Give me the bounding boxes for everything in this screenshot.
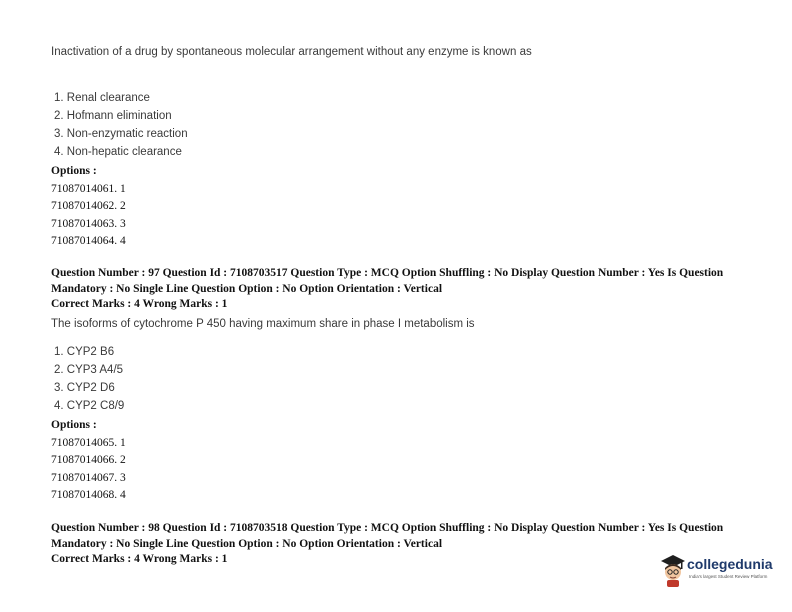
option-id: 71087014065. 1 bbox=[51, 436, 126, 449]
question-97-meta: Question Number : 97 Question Id : 7108703517 Question Type : MCQ Option Shuffling : No Display Question Number : Yes Is Question Mandatory : No Single Line Question Option : No Option Orientation : Vertical bbox=[51, 267, 724, 295]
question-97-text: The isoforms of cytochrome P 450 having maximum share in phase I metabolism is bbox=[51, 318, 475, 330]
question-98-marks: Correct Marks : 4 Wrong Marks : 1 bbox=[51, 553, 228, 565]
collegedunia-logo bbox=[659, 552, 773, 592]
logo-wordmark: collegedunia bbox=[687, 556, 773, 572]
question-96-option-ids bbox=[51, 163, 126, 251]
graduate-mascot-icon bbox=[659, 552, 687, 588]
options-label: Options : bbox=[51, 419, 97, 431]
option-item: 1. CYP2 B6 bbox=[54, 346, 115, 358]
option-id: 71087014064. 4 bbox=[51, 235, 126, 247]
option-item: 1. Renal clearance bbox=[54, 92, 150, 104]
question-96-options bbox=[54, 89, 188, 161]
option-id: 71087014066. 2 bbox=[51, 454, 126, 466]
question-97-marks: Correct Marks : 4 Wrong Marks : 1 bbox=[51, 298, 228, 310]
question-98-meta: Question Number : 98 Question Id : 7108703518 Question Type : MCQ Option Shuffling : No Display Question Number : Yes Is Question Mandatory : No Single Line Question Option : No Option Orientation : Vertical bbox=[51, 522, 724, 550]
option-id: 71087014061. 1 bbox=[51, 182, 126, 195]
option-id: 71087014068. 4 bbox=[51, 489, 126, 501]
option-id: 71087014062. 2 bbox=[51, 200, 126, 212]
option-item: 2. CYP3 A4/5 bbox=[54, 364, 124, 376]
option-item: 3. Non-enzymatic reaction bbox=[54, 128, 188, 140]
question-97-options bbox=[54, 343, 124, 415]
question-97-option-ids bbox=[51, 417, 126, 505]
option-item: 4. CYP2 C8/9 bbox=[54, 400, 125, 412]
option-item: 2. Hofmann elimination bbox=[54, 110, 172, 122]
logo-tagline: India's largest Student Review Platform bbox=[689, 574, 768, 579]
option-item: 4. Non-hepatic clearance bbox=[54, 146, 182, 158]
option-id: 71087014067. 3 bbox=[51, 471, 126, 484]
question-96-text: Inactivation of a drug by spontaneous molecular arrangement without any enzyme is known as bbox=[51, 46, 532, 58]
option-item: 3. CYP2 D6 bbox=[54, 382, 115, 394]
options-label: Options : bbox=[51, 165, 97, 177]
option-id: 71087014063. 3 bbox=[51, 217, 126, 230]
